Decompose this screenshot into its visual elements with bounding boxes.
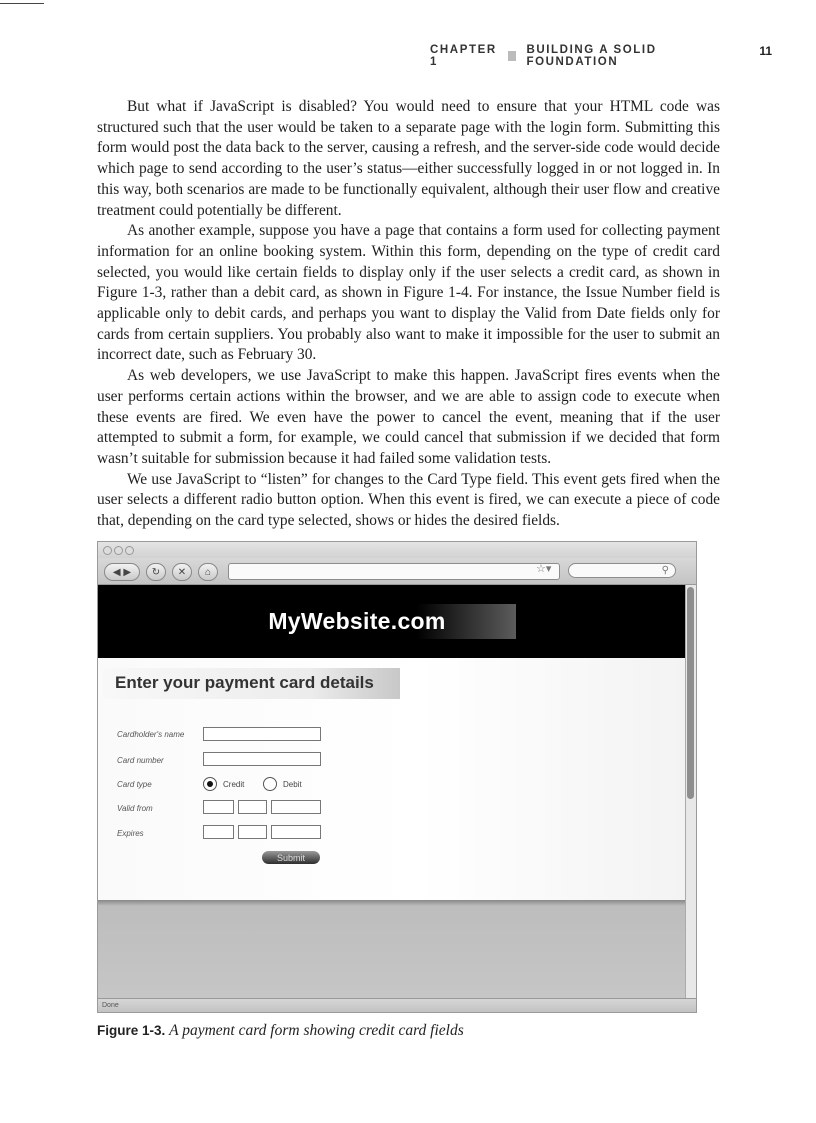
submit-button[interactable]: Submit	[262, 851, 320, 864]
form-heading: Enter your payment card details	[103, 668, 400, 699]
paragraph: We use JavaScript to “listen” for changes to the Card Type field. This event gets fired when the user selects a different radio button option. When this event is fired, we can execute a piece of code that, depending on the card type selected, shows or hides the desired fields.	[97, 470, 720, 530]
reload-button[interactable]	[146, 563, 166, 581]
search-box[interactable]	[568, 563, 676, 578]
radio-selected-dot	[207, 781, 213, 787]
search-icon: ⚲	[661, 565, 669, 576]
home-button[interactable]	[198, 563, 218, 581]
zoom-window-icon[interactable]	[125, 546, 134, 555]
page-number: 11	[759, 44, 772, 58]
site-logo: MyWebsite.com	[268, 604, 515, 639]
body-text	[97, 97, 720, 532]
running-head	[430, 44, 720, 68]
window-titlebar	[98, 542, 696, 558]
valid-from-year-input[interactable]	[271, 800, 321, 814]
credit-radio[interactable]	[203, 777, 217, 791]
cardholder-name-input[interactable]	[203, 727, 321, 741]
stop-icon: ✕	[177, 566, 187, 578]
credit-radio-label: Credit	[223, 780, 245, 789]
expires-month-input[interactable]	[238, 825, 267, 839]
debit-radio[interactable]	[263, 777, 277, 791]
figure-caption	[97, 1022, 464, 1040]
paragraph: But what if JavaScript is disabled? You would need to ensure that your HTML code was structured such that the user would be taken to a separate page with the login form. Submitting this form would post the data back to the server, causing a refresh, and the server-side code would decide which page to send according to the user’s status—either successfully logged in or not logged in. In this way, both scenarios are made to be functionally equivalent, although their user flow and creative treatment could potentially be different.	[97, 98, 720, 219]
back-arrow-icon: ◀ ▶	[112, 566, 132, 578]
site-header	[98, 585, 686, 658]
vertical-scrollbar[interactable]	[685, 585, 696, 999]
valid-from-label: Valid from	[117, 804, 153, 813]
crop-mark	[0, 3, 44, 4]
bookmark-star-icon[interactable]: ☆▾	[536, 563, 552, 575]
close-window-icon[interactable]	[103, 546, 112, 555]
stop-button[interactable]	[172, 563, 192, 581]
page-background	[98, 900, 686, 999]
page-viewport	[98, 585, 686, 999]
payment-form-area	[98, 658, 686, 900]
expires-day-input[interactable]	[203, 825, 234, 839]
status-bar: Done	[98, 998, 696, 1012]
browser-window-screenshot	[97, 541, 697, 1013]
address-bar[interactable]	[228, 563, 560, 580]
expires-label: Expires	[117, 829, 144, 838]
valid-from-month-input[interactable]	[238, 800, 267, 814]
card-number-input[interactable]	[203, 752, 321, 766]
card-number-label: Card number	[117, 756, 164, 765]
valid-from-day-input[interactable]	[203, 800, 234, 814]
card-type-label: Card type	[117, 780, 152, 789]
browser-toolbar	[98, 558, 696, 585]
cardholder-name-label: Cardholder's name	[117, 730, 185, 739]
chapter-title: BUILDING A SOLID FOUNDATION	[526, 44, 657, 68]
scrollbar-thumb[interactable]	[687, 587, 694, 799]
expires-year-input[interactable]	[271, 825, 321, 839]
separator-square-icon	[508, 51, 517, 61]
debit-radio-label: Debit	[283, 780, 302, 789]
paragraph: As web developers, we use JavaScript to make this happen. JavaScript fires events when the user performs certain actions within the browser, and we are able to assign code to execute when these events are fired. We even have the power to cancel the event, meaning that if the user attempted to submit a form, for example, we could cancel that submission if we decided that form wasn’t suitable for submission because it had failed some validation tests.	[97, 367, 720, 467]
minimize-window-icon[interactable]	[114, 546, 123, 555]
reload-icon: ↻	[151, 566, 161, 578]
chapter-label: CHAPTER 1	[430, 44, 497, 68]
back-forward-button[interactable]	[104, 563, 140, 581]
paragraph: As another example, suppose you have a page that contains a form used for collecting payment information for an online booking system. Within this form, depending on the type of credit card selected, you would like certain fields to display only if the user selects a credit card, as shown in Figure 1-3, rather than a debit card, as shown in Figure 1-4. For instance, the Issue Number field is applicable only to debit cards, and perhaps you want to display the Valid from Date fields only for cards from certain suppliers. You probably also want to make it impossible for the user to submit an incorrect date, such as February 30.	[97, 222, 720, 364]
caption-text: A payment card form showing credit card fields	[169, 1022, 464, 1039]
caption-label: Figure 1-3.	[97, 1023, 166, 1038]
home-icon: ⌂	[204, 566, 212, 578]
